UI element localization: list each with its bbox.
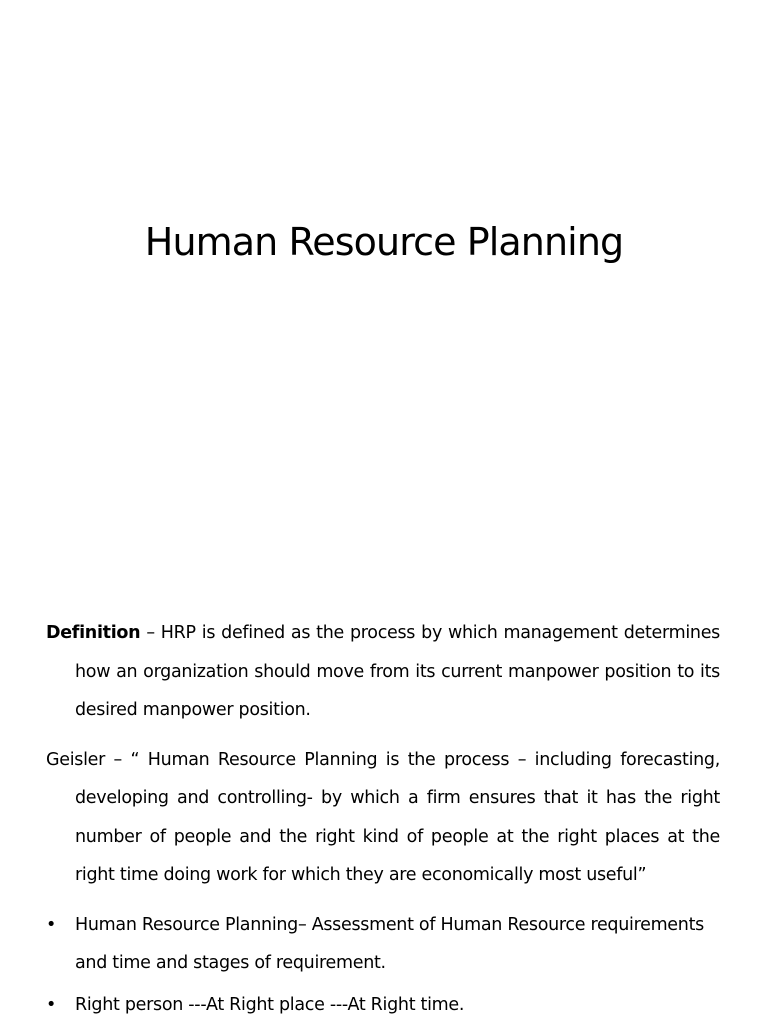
- slide-body: [46, 614, 720, 1027]
- bullet-item: [46, 986, 720, 1025]
- bullet-item: [46, 906, 720, 983]
- slide-title: Human Resource Planning: [144, 220, 624, 264]
- definition-paragraph: [46, 614, 720, 730]
- geisler-paragraph: Geisler – “ Human Resource Planning is the process – including forecasting, developing and controlling- by which a firm ensures that it has the right number of people and the right kind of people at the right places at the right time doing work for which they are economically most useful”: [46, 749, 720, 885]
- bullet-icon: •: [46, 914, 57, 935]
- definition-term: Definition: [46, 623, 141, 643]
- bullet-icon: •: [46, 994, 57, 1015]
- bullet-text: Human Resource Planning– Assessment of Human Resource requirements and time and stages of requirement.: [75, 914, 704, 973]
- bullet-text: Right person ---At Right place ---At Right time.: [75, 994, 465, 1015]
- definition-text: – HRP is defined as the process by which management determines how an organization should move from its current manpower position to its desired manpower position.: [75, 623, 720, 720]
